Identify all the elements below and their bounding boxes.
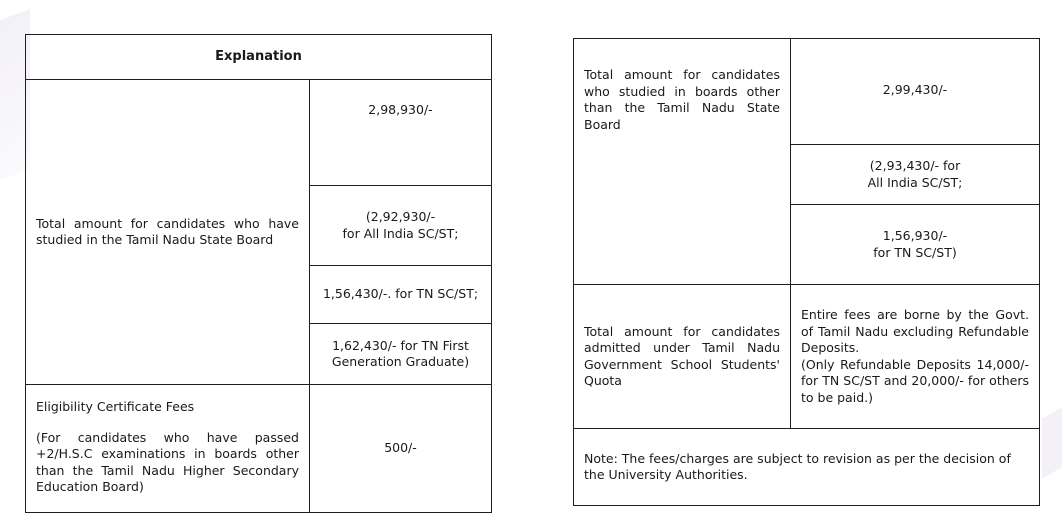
fees-table-other-boards	[573, 38, 1040, 506]
other-boards-tn-sc-st-fee	[791, 205, 1040, 285]
fee-line: 1,56,930/-	[882, 228, 948, 243]
eligibility-fee: 500/-	[310, 385, 492, 513]
background-decoration-right	[1042, 401, 1062, 478]
other-boards-all-india-sc-st-fee	[791, 145, 1040, 205]
eligibility-detail: (For candidates who have passed +2/H.S.C examinations in boards other than the Tamil Nadu Higher Secondary Education Board)	[36, 429, 299, 494]
eligibility-certificate-cell	[26, 385, 310, 513]
eligibility-title: Eligibility Certificate Fees	[36, 399, 195, 414]
govt-quota-label: Total amount for candidates admitted under Tamil Nadu Government School Students' Quota	[574, 285, 791, 429]
fee-line: 2,98,930/-	[368, 102, 433, 117]
fee-line: 2,99,430/-	[882, 82, 948, 97]
fee-line: All India SC/ST;	[867, 174, 963, 190]
other-boards-label: Total amount for candidates who studied in boards other than the Tamil Nadu State Board	[574, 39, 791, 285]
revision-note: Note: The fees/charges are subject to revision as per the decision of the University Authorities.	[574, 429, 1040, 506]
govt-quota-note: (Only Refundable Deposits 14,000/- for TN SC/ST and 20,000/- for others to be paid.)	[801, 356, 1029, 405]
first-generation-graduate-fee	[310, 324, 492, 385]
explanation-header: Explanation	[26, 35, 492, 80]
fee-line: 1,56,430/-. for TN SC/ST;	[322, 286, 479, 302]
state-board-label: Total amount for candidates who have studied in the Tamil Nadu State Board	[26, 80, 310, 385]
state-board-total-fee	[310, 80, 492, 186]
fee-line: (2,92,930/-	[365, 209, 436, 224]
all-india-sc-st-fee	[310, 186, 492, 266]
fee-line: for TN SC/ST)	[873, 244, 957, 260]
tn-sc-st-fee	[310, 266, 492, 324]
fee-line: Generation Graduate)	[331, 354, 470, 369]
govt-quota-fee	[791, 285, 1040, 429]
other-boards-total-fee	[791, 39, 1040, 145]
fees-table-state-board	[25, 34, 492, 513]
fee-line: (2,93,430/- for	[869, 158, 961, 173]
govt-quota-main: Entire fees are borne by the Govt. of Tamil Nadu excluding Refundable Deposits.	[801, 307, 1029, 355]
fee-line: for All India SC/ST;	[342, 225, 459, 241]
fee-line: 1,62,430/- for TN First	[332, 337, 469, 353]
